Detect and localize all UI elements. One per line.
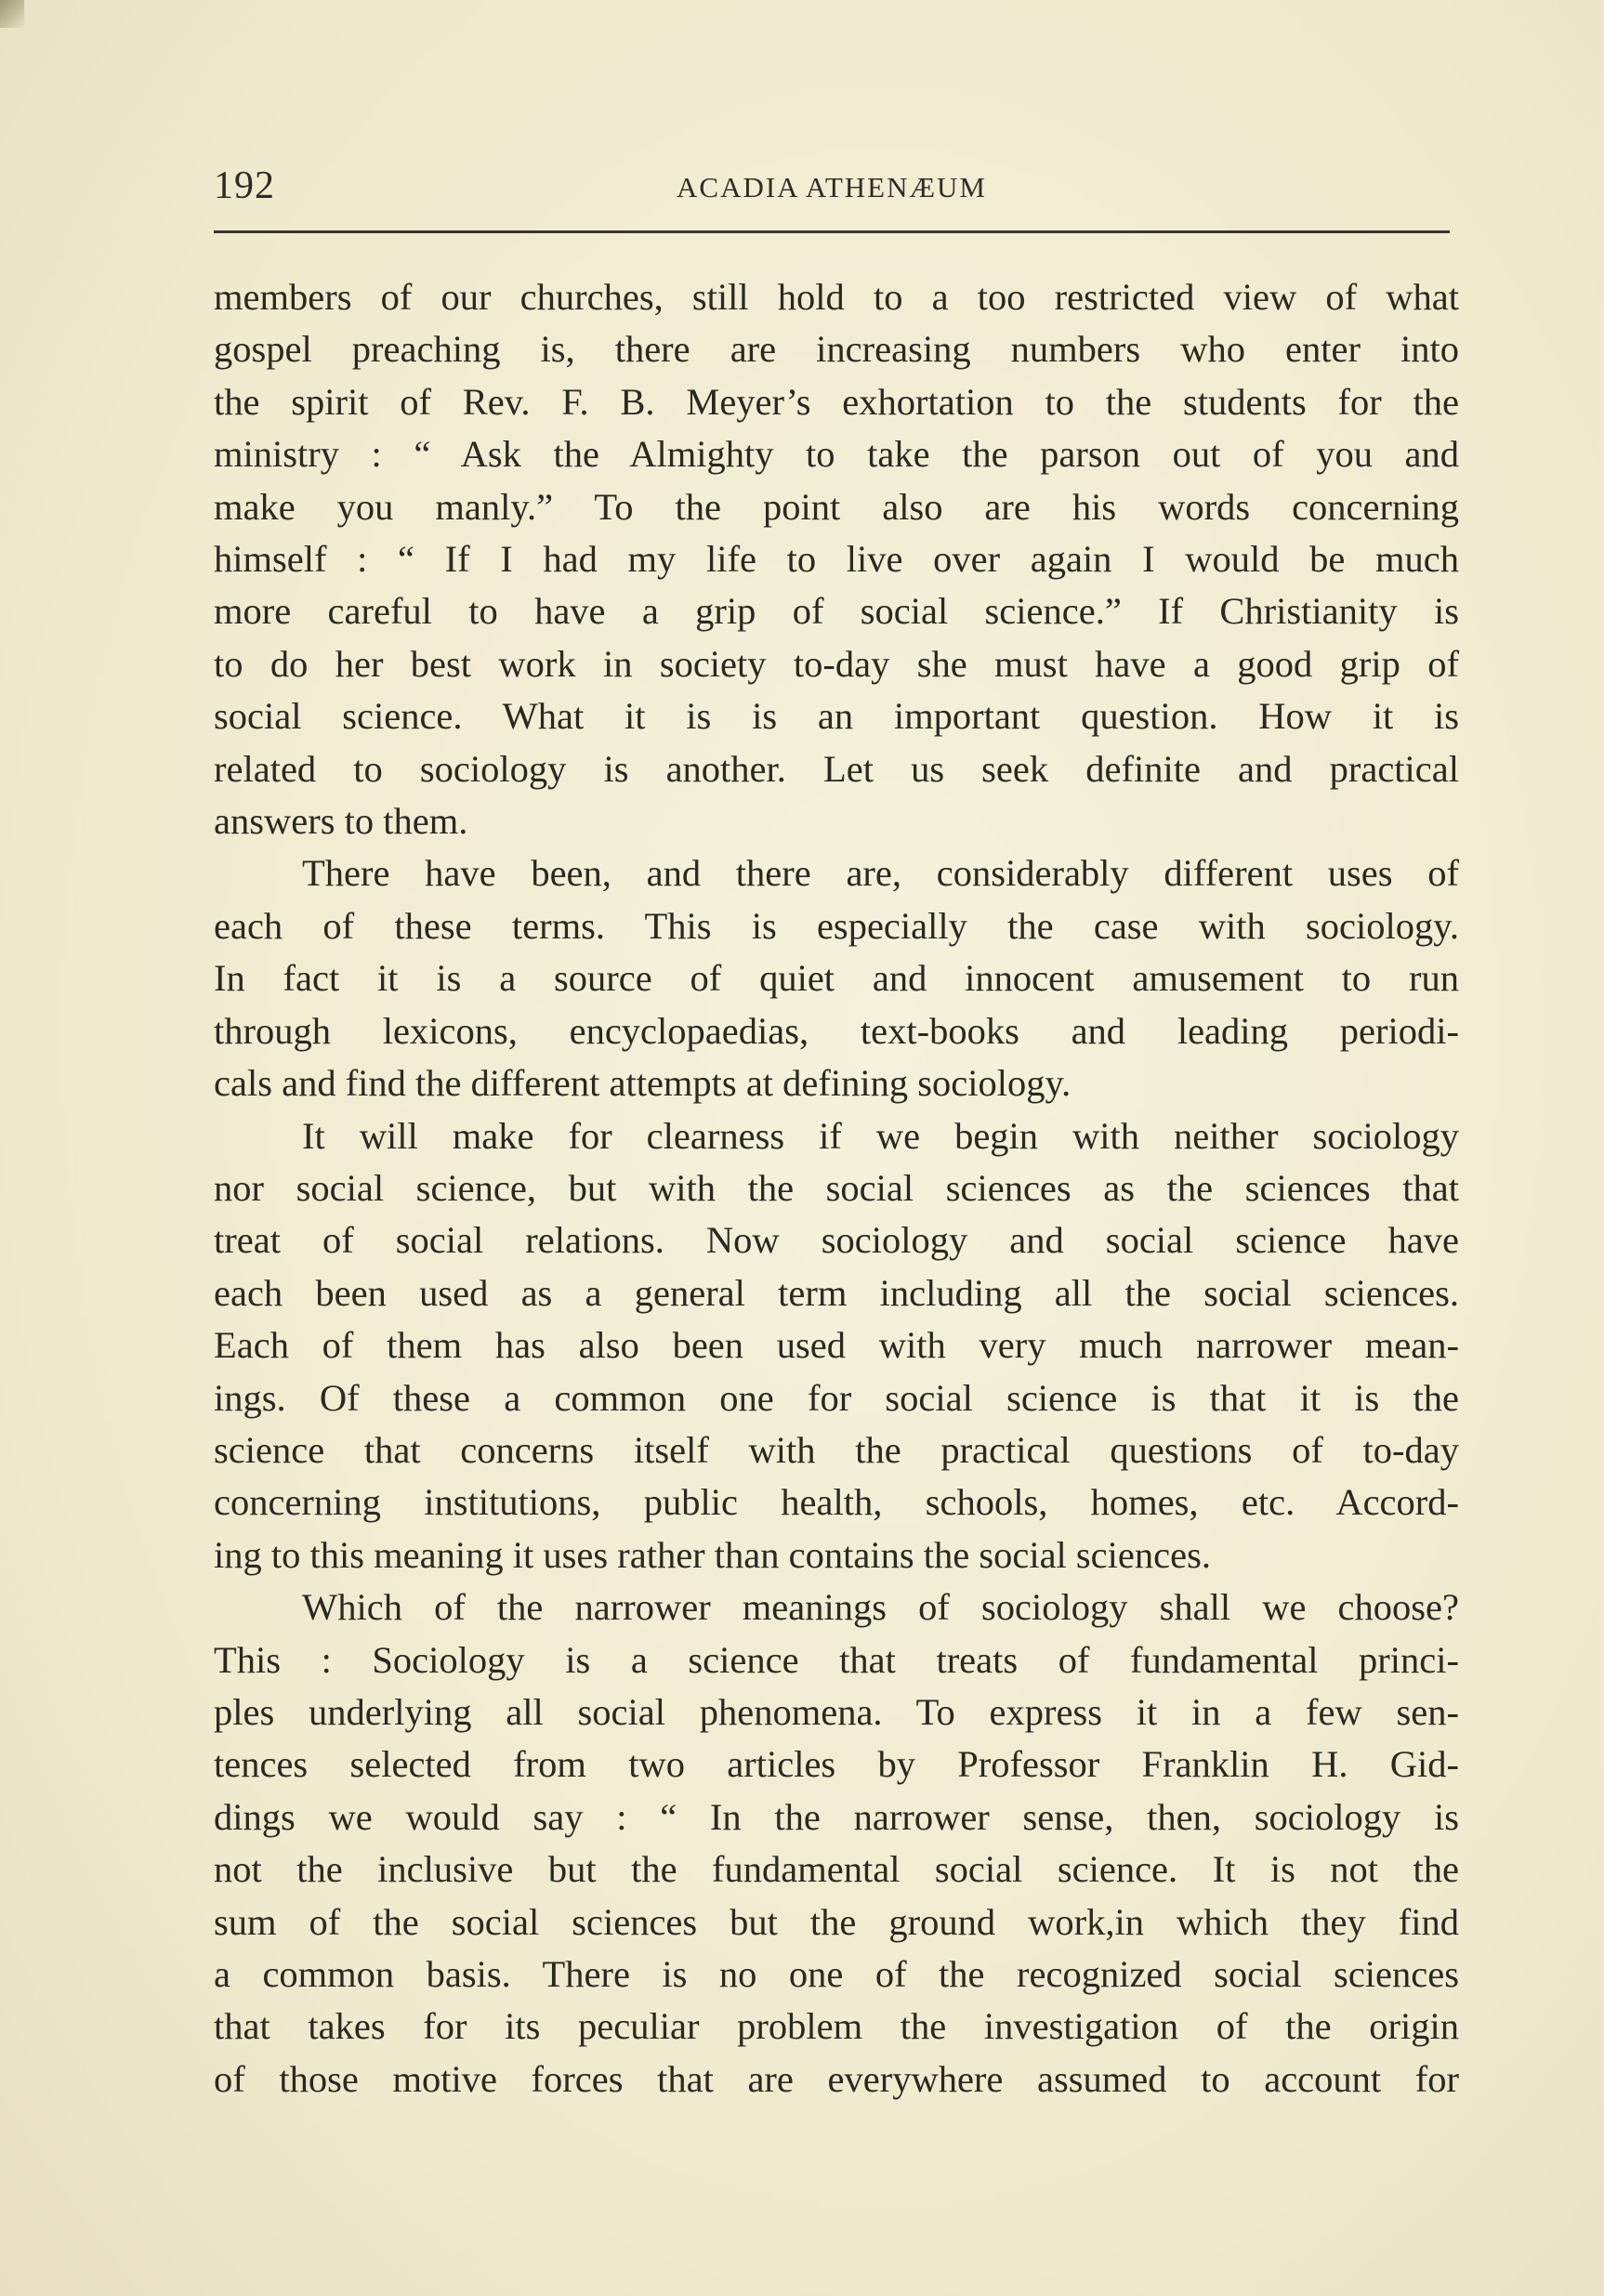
text-line: of those motive forces that are everywhere assumed to account for bbox=[214, 2057, 1459, 2100]
text-line: Which of the narrower meanings of sociology shall we choose? bbox=[302, 1586, 1459, 1629]
text-line: treat of social relations. Now sociology and social science have bbox=[214, 1219, 1459, 1262]
text-line: science that concerns itself with the practical questions of to-day bbox=[214, 1428, 1459, 1471]
running-head: ACADIA ATHENÆUM bbox=[677, 171, 987, 203]
page-header bbox=[214, 164, 1450, 210]
text-line: to do her best work in society to-day she must have a good grip of bbox=[214, 642, 1459, 685]
paragraph bbox=[214, 847, 1459, 1109]
text-line: each of these terms. This is especially the case with sociology. bbox=[214, 904, 1459, 947]
text-line: the spirit of Rev. F. B. Meyer’s exhortation to the students for the bbox=[214, 380, 1459, 423]
text-line: This : Sociology is a science that treats of fundamental princi- bbox=[214, 1638, 1459, 1681]
page-number: 192 bbox=[214, 164, 275, 207]
text-line: a common basis. There is no one of the recognized social sciences bbox=[214, 1953, 1459, 1995]
text-line: cals and find the different attempts at defining sociology. bbox=[214, 1062, 1072, 1105]
text-line: ministry : “ Ask the Almighty to take the parson out of you and bbox=[214, 433, 1459, 476]
text-line: tences selected from two articles by Professor Franklin H. Gid- bbox=[214, 1743, 1459, 1786]
paragraph bbox=[214, 1110, 1459, 1582]
text-line: There have been, and there are, considerably different uses of bbox=[302, 852, 1459, 895]
body-text bbox=[214, 271, 1459, 2106]
text-line: make you manly.” To the point also are his words concerning bbox=[214, 485, 1459, 528]
paragraph bbox=[214, 271, 1459, 847]
page-corner-mark bbox=[0, 0, 24, 28]
text-line: concerning institutions, public health, schools, homes, etc. Accord- bbox=[214, 1481, 1459, 1524]
text-line: social science. What it is is an important question. How it is bbox=[214, 695, 1459, 738]
text-line: that takes for its peculiar problem the investigation of the origin bbox=[214, 2005, 1459, 2048]
text-line: answers to them. bbox=[214, 800, 468, 843]
text-line: more careful to have a grip of social science.” If Christianity is bbox=[214, 590, 1459, 633]
text-line: ing to this meaning it uses rather than contains the social sciences. bbox=[214, 1533, 1211, 1576]
text-line: through lexicons, encyclopaedias, text-books and leading periodi- bbox=[214, 1009, 1459, 1052]
text-line: not the inclusive but the fundamental social science. It is not the bbox=[214, 1848, 1459, 1891]
text-line: each been used as a general term including all the social sciences. bbox=[214, 1271, 1459, 1314]
text-line: gospel preaching is, there are increasing numbers who enter into bbox=[214, 328, 1459, 371]
header-rule bbox=[214, 230, 1450, 233]
text-line: ples underlying all social phenomena. To express it in a few sen- bbox=[214, 1690, 1459, 1733]
text-line: sum of the social sciences but the ground work,in which they find bbox=[214, 1900, 1459, 1943]
text-line: members of our churches, still hold to a too restricted view of what bbox=[214, 276, 1459, 318]
text-line: nor social science, but with the social sciences as the sciences that bbox=[214, 1166, 1459, 1209]
paragraph bbox=[214, 1581, 1459, 2106]
text-line: related to sociology is another. Let us seek definite and practical bbox=[214, 747, 1459, 790]
text-line: himself : “ If I had my life to live over again I would be much bbox=[214, 538, 1459, 581]
text-line: In fact it is a source of quiet and innocent amusement to run bbox=[214, 957, 1459, 1000]
text-line: It will make for clearness if we begin with neither sociology bbox=[302, 1114, 1459, 1157]
text-line: dings we would say : “ In the narrower sense, then, sociology is bbox=[214, 1795, 1459, 1838]
text-line: ings. Of these a common one for social science is that it is the bbox=[214, 1376, 1459, 1419]
text-line: Each of them has also been used with very much narrower mean- bbox=[214, 1324, 1459, 1367]
